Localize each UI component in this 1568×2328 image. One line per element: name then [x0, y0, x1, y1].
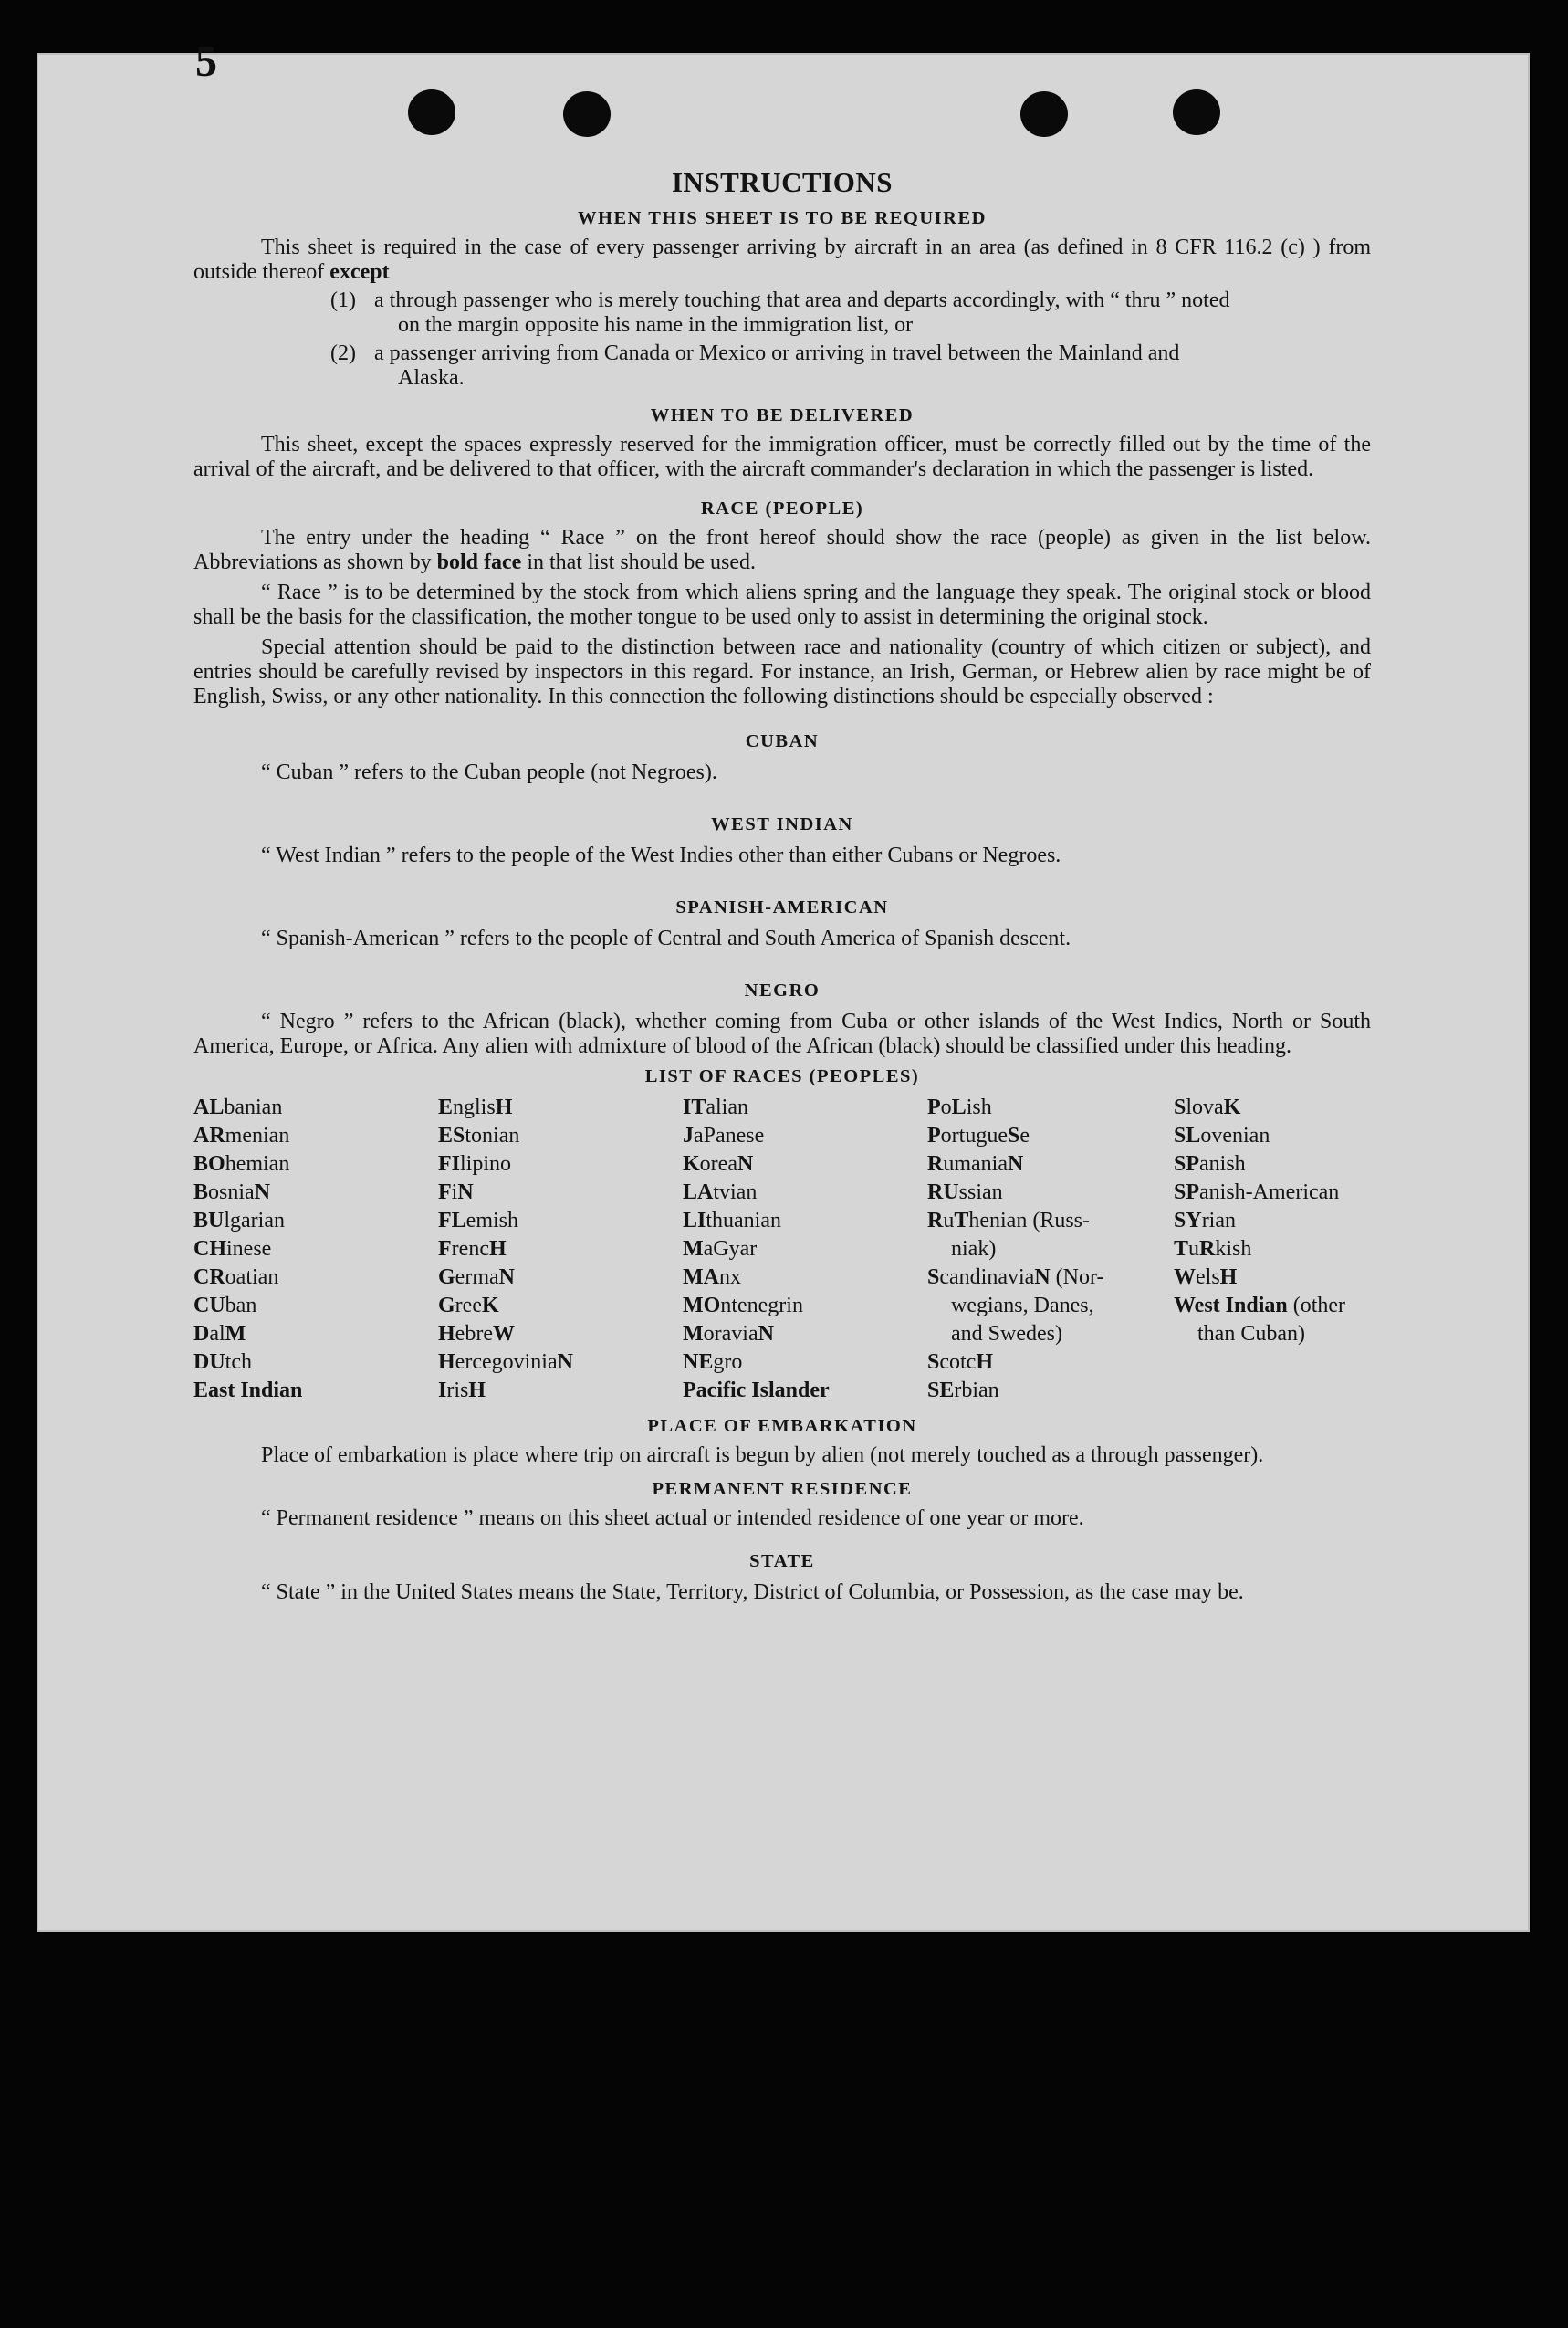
- heading-embarkation: PLACE OF EMBARKATION: [647, 1416, 917, 1436]
- race-entry: PoLish: [927, 1096, 992, 1119]
- race-entry: ALbanian: [193, 1096, 283, 1119]
- race-entry: MaGyar: [683, 1237, 758, 1261]
- race-entry: RumaniaN: [927, 1152, 1024, 1176]
- race-entry: SErbian: [927, 1379, 999, 1402]
- race-entry: GreeK: [438, 1294, 499, 1317]
- race-entry: SlovaK: [1174, 1096, 1241, 1119]
- when-delivered-text: This sheet, except the spaces expressly reserved for the immigration officer, must be correctly filled out by the time of the arrival of the aircraft, and be delivered to that officer, with the aircraft commander's declaration in which the passenger is listed.: [193, 433, 1371, 481]
- race-entry: KoreaN: [683, 1152, 754, 1176]
- races-list: [193, 1094, 1371, 1405]
- heading-when-required: WHEN THIS SHEET IS TO BE REQUIRED: [578, 208, 987, 228]
- race-entry: and Swedes): [951, 1322, 1062, 1346]
- race-paragraph-1: The entry under the heading “ Race ” on the front hereof should show the race (people) as given in the list below. Abbreviations as shown by bold face in that list should be used.: [193, 526, 1371, 574]
- race-entry: West Indian (other: [1174, 1294, 1346, 1317]
- race-entry: FIlipino: [438, 1152, 512, 1176]
- race-entry: wegians, Danes,: [951, 1294, 1094, 1317]
- races-column: [683, 1094, 927, 1405]
- race-entry: CUban: [193, 1294, 257, 1317]
- race-entry: PortugueSe: [927, 1124, 1030, 1148]
- punch-hole: [1020, 91, 1068, 137]
- race-entry: HercegoviniaN: [438, 1350, 573, 1374]
- race-entry: LIthuanian: [683, 1209, 781, 1232]
- race-entry: ITalian: [683, 1096, 748, 1119]
- race-entry: RUssian: [927, 1180, 1003, 1204]
- heading-spanish-american: SPANISH-AMERICAN: [675, 897, 889, 918]
- negro-text: “ Negro ” refers to the African (black), whether coming from Cuba or other islands of the West Indies, North or South America, Europe, or Africa. Any alien with admixture of blood of the African (black) should be classified under this heading.: [193, 1010, 1371, 1058]
- heading-list-of-races: LIST OF RACES (PEOPLES): [644, 1066, 920, 1086]
- race-entry: ARmenian: [193, 1124, 290, 1148]
- race-entry: NEgro: [683, 1350, 743, 1374]
- instructions-content: [193, 166, 1371, 1605]
- punch-hole: [563, 91, 611, 137]
- race-entry: DUtch: [193, 1350, 252, 1374]
- race-entry: TuRkish: [1174, 1237, 1252, 1261]
- race-entry: EnglisH: [438, 1096, 513, 1119]
- heading-cuban: CUBAN: [745, 731, 820, 751]
- race-entry: MAnx: [683, 1265, 741, 1289]
- race-entry: GermaN: [438, 1265, 515, 1289]
- race-entry: IrisH: [438, 1379, 486, 1402]
- race-entry: MOntenegrin: [683, 1294, 803, 1317]
- heading-state: STATE: [749, 1551, 815, 1571]
- heading-permanent-residence: PERMANENT RESIDENCE: [652, 1479, 913, 1499]
- heading-negro: NEGRO: [744, 980, 821, 1001]
- race-entry: CRoatian: [193, 1265, 279, 1289]
- race-entry: WelsH: [1174, 1265, 1238, 1289]
- race-entry: EStonian: [438, 1124, 520, 1148]
- race-entry: JaPanese: [683, 1124, 765, 1148]
- embarkation-text: Place of embarkation is place where trip on aircraft is begun by alien (not merely touched as a through passenger).: [261, 1443, 1264, 1467]
- race-entry: SPanish: [1174, 1152, 1246, 1176]
- when-required-intro: This sheet is required in the case of every passenger arriving by aircraft in an area (as defined in 8 CFR 116.2 (c) ) from outside thereof except: [193, 236, 1371, 284]
- exception-item: (1) a through passenger who is merely touching that area and departs accordingly, with “ thru ” noted on the margin opposite his name in the immigration list, or: [330, 288, 1230, 337]
- punch-hole: [1173, 89, 1220, 135]
- race-entry: BosniaN: [193, 1180, 271, 1204]
- race-entry: RuThenian (Russ-: [927, 1209, 1091, 1232]
- race-entry: BOhemian: [193, 1152, 290, 1176]
- race-entry: SYrian: [1174, 1209, 1236, 1232]
- races-column: [1174, 1094, 1375, 1405]
- state-text: “ State ” in the United States means the State, Territory, District of Columbia, or Possession, as the case may be.: [261, 1580, 1244, 1604]
- race-entry: SLovenian: [1174, 1124, 1270, 1148]
- page-title: INSTRUCTIONS: [671, 166, 893, 198]
- heading-west-indian: WEST INDIAN: [711, 814, 853, 834]
- races-column: [927, 1094, 1174, 1405]
- race-entry: ScotcH: [927, 1350, 994, 1374]
- race-entry: East Indian: [193, 1379, 303, 1402]
- race-entry: FLemish: [438, 1209, 518, 1232]
- race-paragraph-2: “ Race ” is to be determined by the stock from which aliens spring and the language they speak. The original stock or blood shall be the basis for the classification, the mother tongue to be used only to assist in determining the original stock.: [193, 581, 1371, 629]
- cuban-text: “ Cuban ” refers to the Cuban people (not Negroes).: [261, 760, 717, 784]
- race-entry: BUlgarian: [193, 1209, 285, 1232]
- residence-text: “ Permanent residence ” means on this sheet actual or intended residence of one year or more.: [261, 1506, 1084, 1530]
- race-entry: Pacific Islander: [683, 1379, 830, 1402]
- race-entry: than Cuban): [1197, 1322, 1305, 1346]
- race-entry: HebreW: [438, 1322, 515, 1346]
- race-entry: FrencH: [438, 1237, 507, 1261]
- races-column: [438, 1094, 683, 1405]
- race-entry: LAtvian: [683, 1180, 758, 1204]
- race-entry: SPanish-American: [1174, 1180, 1340, 1204]
- exception-item: (2) a passenger arriving from Canada or Mexico or arriving in travel between the Mainland and Alaska.: [330, 341, 1180, 390]
- heading-race: RACE (PEOPLE): [700, 498, 864, 519]
- race-entry: DalM: [193, 1322, 246, 1346]
- race-entry: CHinese: [193, 1237, 272, 1261]
- spanish-american-text: “ Spanish-American ” refers to the people of Central and South America of Spanish descent.: [261, 927, 1071, 950]
- punch-hole: [408, 89, 455, 135]
- race-entry: ScandinaviaN (Nor-: [927, 1265, 1104, 1289]
- race-entry: MoraviaN: [683, 1322, 774, 1346]
- race-paragraph-3: Special attention should be paid to the distinction between race and nationality (country of which citizen or subject), and entries should be carefully revised by inspectors in this regard. For instance, an Irish, German, or Hebrew alien by race might be of English, Swiss, or any other nationality. In this connection the following distinctions should be especially observed :: [193, 635, 1371, 708]
- west-indian-text: “ West Indian ” refers to the people of the West Indies other than either Cubans or Negroes.: [261, 844, 1061, 867]
- corner-handwritten-mark: 5: [195, 37, 217, 86]
- race-entry: niak): [951, 1237, 997, 1261]
- heading-when-delivered: WHEN TO BE DELIVERED: [650, 405, 915, 425]
- race-entry: FiN: [438, 1180, 474, 1204]
- races-column: [193, 1094, 438, 1405]
